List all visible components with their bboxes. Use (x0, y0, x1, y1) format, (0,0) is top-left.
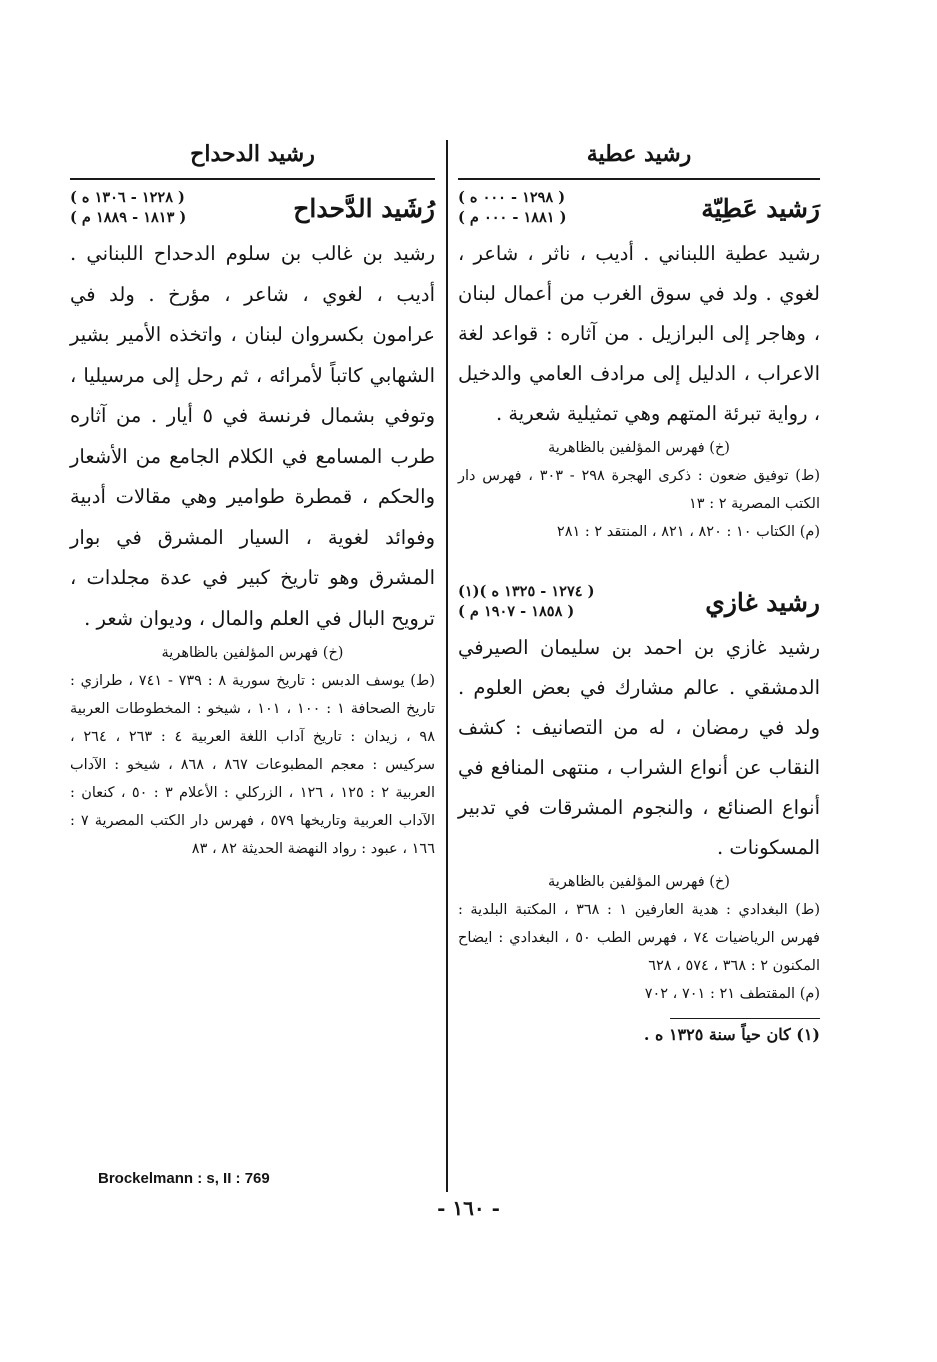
left-column (70, 130, 435, 863)
entry-dates (458, 188, 567, 228)
dates-gregorian: ( ١٨٥٨ - ١٩٠٧ م ) (458, 603, 575, 620)
source-manuscripts: (خ) فهرس المؤلفين بالظاهرية (548, 440, 730, 456)
dates-hijri: ( ١٢٢٨ - ١٣٠٦ ه ) (70, 189, 185, 206)
dates-gregorian: ( ١٨١٣ - ١٨٨٩ م ) (70, 209, 187, 226)
source-printed: (ط) يوسف الدبس : تاريخ سورية ٨ : ٧٣٩ - ٧٤١ ، طرازي : تاريخ الصحافة ١ : ١٠٠ ، ١٠١ ، شيخو : المخطوطات العربية ٩٨ ، زيدان : تاريخ آداب اللغة العربية ٤ : ٢٦٣ ، ٢٦٤ ، سركيس : معجم المطبوعات ٨٦٧ ، ٨٦٨ ، شيخو : الآداب العربية ٢ : ١٢٥ ، ١٢٦ ، الزركلي : الأعلام ٣ : ٥٠ ، كنعان : الآداب العربية وتاريخها ٥٧٩ ، فهرس دار الكتب المصرية ٧ : ١٦٦ ، عبود : رواد النهضة الحديثة ٨٢ ، ٨٣ (70, 673, 436, 857)
dates-gregorian: ( ١٨٨١ - ٠٠٠ م ) (458, 209, 567, 226)
header-rule-left (70, 178, 435, 180)
source-periodicals: (م) الكتاب ١٠ : ٨٢٠ ، ٨٢١ ، المنتقد ٢ : ٢٨١ (556, 524, 820, 540)
entry-body: رشيد غازي بن احمد بن سليمان الصيرفي الدمشقي . عالم مشارك في بعض العلوم . ولد في رمضان ، له من التصانيف : كشف النقاب عن أنواع الشراب ، منتهى المنافع في أنواع الصنائع ، والنجوم المشرقات في تدبير المسكونات . (458, 636, 820, 859)
entry-rashid-dahdah (70, 188, 435, 863)
dates-hijri: ( ١٢٩٨ - ٠٠٠ ه ) (458, 189, 566, 206)
page-number: - ١٦٠ - (437, 1196, 500, 1220)
entry-rashid-ghazi (458, 582, 820, 1008)
column-divider (446, 140, 448, 1192)
entry-spacer (458, 546, 820, 580)
entry-heading (458, 582, 820, 622)
entry-dates (458, 582, 594, 622)
running-head-right: رشيد عطية (586, 141, 692, 167)
entry-name: رُشَيد الدَّحداح (293, 193, 435, 223)
footnote: (١) كان حياً سنة ١٣٢٥ ه . (643, 1025, 820, 1044)
entry-heading (70, 188, 435, 228)
source-manuscripts: (خ) فهرس المؤلفين بالظاهرية (161, 645, 344, 661)
source-periodicals: (م) المقتطف ٢١ : ٧٠١ ، ٧٠٢ (644, 986, 820, 1002)
entry-body: رشيد بن غالب بن سلوم الدحداح اللبناني . أديب ، لغوي ، شاعر ، مؤرخ . ولد في عرامون بكسروان لبنان ، واتخذه الأمير بشير الشهابي كاتباً لأمرائه ، ثم رحل إلى مرسيليا ، وتوفي بشمال فرنسة في ٥ أيار . من آثاره طرب المسامع في الكلام الجامع من الأشعار والحكم ، قمطرة طوامير وهي مقالات أدبية وفوائد لغوية ، السيار المشرق في بوار المشرق وهو تاريخ كبير في عدة مجلدات ، ترويح البال في العلم والمال ، وديوان شعر . (70, 242, 435, 630)
dates-hijri: ( ١٢٧٤ - ١٣٢٥ ه )(١) (458, 583, 595, 600)
source-manuscripts: (خ) فهرس المؤلفين بالظاهرية (548, 874, 730, 890)
entry-rashid-atiyya (458, 188, 820, 546)
brockelmann-reference: Brockelmann : s, II : 769 (98, 1170, 270, 1187)
right-column (458, 130, 820, 1044)
footnote-rule (670, 1018, 820, 1019)
source-printed: (ط) توفيق ضعون : ذكرى الهجرة ٢٩٨ - ٣٠٣ ، فهرس دار الكتب المصرية ٢ : ١٣ (458, 468, 820, 512)
header-rule-right (458, 178, 820, 180)
entry-body: رشيد عطية اللبناني . أديب ، ناثر ، شاعر ، لغوي . ولد في سوق الغرب من أعمال لبنان ، وهاجر إلى البرازيل . من آثاره : قواعد لغة الاعراب ، الدليل إلى مرادف العامي والدخيل ، رواية تبرئة المتهم وهي تمثيلية شعرية . (458, 242, 820, 425)
source-printed: (ط) البغدادي : هدية العارفين ١ : ٣٦٨ ، المكتبة البلدية : فهرس الرياضيات ٧٤ ، فهرس الطب ٥٠ ، البغدادي : ايضاح المكنون ٢ : ٣٦٨ ، ٥٧٤ ، ٦٢٨ (458, 902, 820, 974)
entry-name: رَشيد عَطِيّة (701, 193, 820, 223)
running-head-left: رشيد الدحداح (190, 141, 315, 167)
entry-heading (458, 188, 820, 228)
entry-dates (70, 188, 186, 228)
entry-name: رشيد غازي (705, 587, 820, 617)
